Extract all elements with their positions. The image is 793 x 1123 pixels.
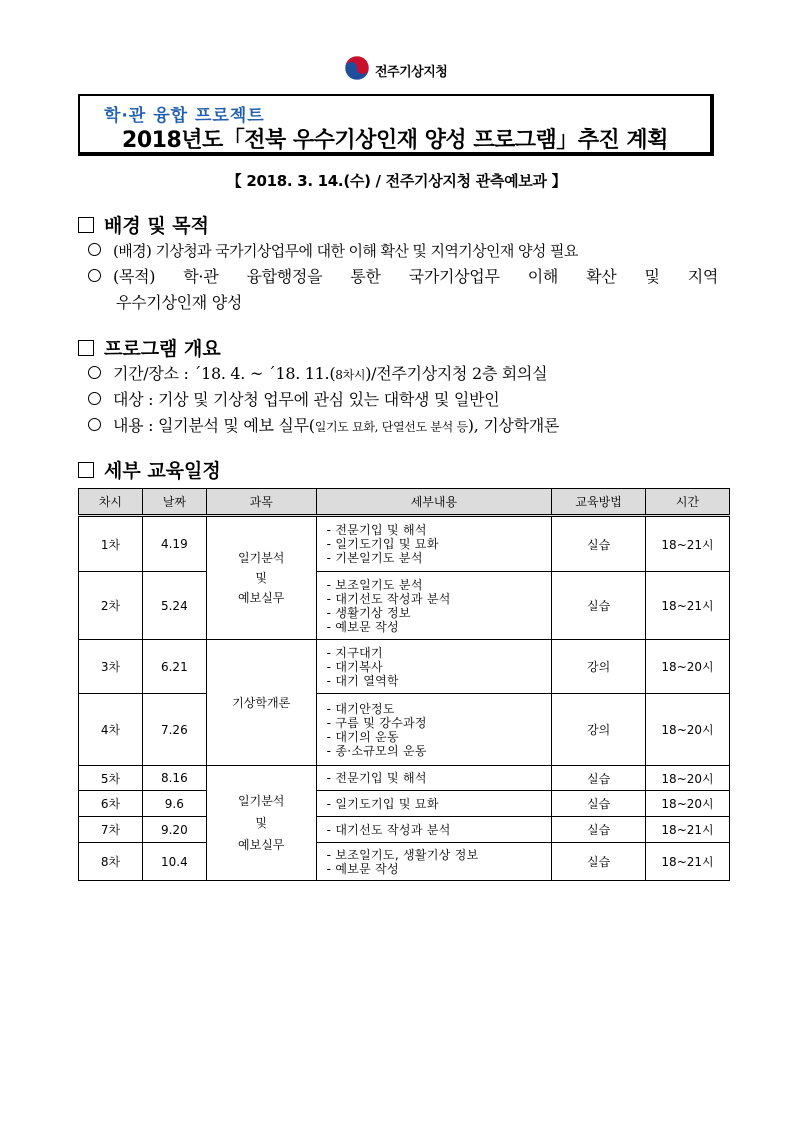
date-cell: 6.21 bbox=[142, 640, 206, 694]
date-cell: 7.26 bbox=[142, 694, 206, 766]
org-name: 전주기상지청 bbox=[375, 64, 448, 80]
method-cell: 강의 bbox=[552, 640, 646, 694]
details-cell: - 전문기입 및 해석 bbox=[316, 766, 552, 791]
table-row bbox=[79, 694, 730, 766]
column-header: 과목 bbox=[206, 489, 316, 516]
session-cell: 3차 bbox=[79, 640, 143, 694]
date-cell: 10.4 bbox=[142, 843, 206, 881]
subject-cell: 일기분석 및 예보실무 bbox=[206, 516, 316, 640]
table-header-row bbox=[79, 489, 730, 516]
column-header: 세부내용 bbox=[316, 489, 552, 516]
bullet-target: 대상 : 기상 및 기상청 업무에 관심 있는 대학생 및 일반인 bbox=[88, 387, 718, 413]
bullet-background: (배경) 기상청과 국가기상업무에 대한 이해 확산 및 지역기상인재 양성 필요 bbox=[88, 238, 718, 264]
method-cell: 강의 bbox=[552, 694, 646, 766]
method-cell: 실습 bbox=[552, 766, 646, 791]
date-cell: 9.6 bbox=[142, 791, 206, 817]
bullet-period-place: 기간/장소 : ´18. 4. ~ ´18. 11.(8차시)/전주기상지청 2층 회의실 bbox=[88, 361, 718, 388]
subject-cell: 일기분석 및 예보실무 bbox=[206, 766, 316, 881]
square-bullet-icon bbox=[78, 340, 94, 356]
circle-bullet-icon bbox=[88, 418, 101, 431]
date-cell: 4.19 bbox=[142, 516, 206, 572]
org-logo bbox=[344, 56, 447, 84]
table-row bbox=[79, 843, 730, 881]
method-cell: 실습 bbox=[552, 791, 646, 817]
circle-bullet-icon bbox=[88, 269, 101, 282]
table-row bbox=[79, 791, 730, 817]
details-cell: - 전문기입 및 해석 - 일기도기입 및 묘화 - 기본일기도 분석 bbox=[316, 516, 552, 572]
time-cell: 18~21시 bbox=[646, 516, 730, 572]
table-row bbox=[79, 516, 730, 572]
table-row bbox=[79, 766, 730, 791]
session-cell: 1차 bbox=[79, 516, 143, 572]
time-cell: 18~21시 bbox=[646, 817, 730, 843]
subject-cell: 기상학개론 bbox=[206, 640, 316, 766]
circle-bullet-icon bbox=[88, 243, 101, 256]
title-box bbox=[78, 94, 714, 156]
section-heading-background: 배경 및 목적 bbox=[78, 211, 209, 238]
table-row bbox=[79, 640, 730, 694]
circle-bullet-icon bbox=[88, 392, 101, 405]
dateline: 【 2018. 3. 14.(수) / 전주기상지청 관측예보과 】 bbox=[226, 172, 567, 190]
details-cell: - 대기안정도 - 구름 및 강수과정 - 대기의 운동 - 종·소규모의 운동 bbox=[316, 694, 552, 766]
time-cell: 18~20시 bbox=[646, 640, 730, 694]
column-header: 교육방법 bbox=[552, 489, 646, 516]
column-header: 날짜 bbox=[142, 489, 206, 516]
bullet-purpose: (목적) 학·관 융합행정을 통한 국가기상업무 이해 확산 및 지역 우수기상인재 양성 bbox=[88, 264, 718, 316]
session-cell: 2차 bbox=[79, 572, 143, 640]
details-cell: - 지구대기 - 대기복사 - 대기 열역학 bbox=[316, 640, 552, 694]
column-header: 차시 bbox=[79, 489, 143, 516]
details-cell: - 일기도기입 및 묘화 bbox=[316, 791, 552, 817]
circle-bullet-icon bbox=[88, 366, 101, 379]
method-cell: 실습 bbox=[552, 817, 646, 843]
details-cell: - 보조일기도, 생활기상 정보 - 예보문 작성 bbox=[316, 843, 552, 881]
time-cell: 18~21시 bbox=[646, 572, 730, 640]
square-bullet-icon bbox=[78, 462, 94, 478]
table-row bbox=[79, 572, 730, 640]
table-row bbox=[79, 817, 730, 843]
method-cell: 실습 bbox=[552, 516, 646, 572]
column-header: 시간 bbox=[646, 489, 730, 516]
date-cell: 8.16 bbox=[142, 766, 206, 791]
time-cell: 18~20시 bbox=[646, 694, 730, 766]
taegeuk-emblem-icon bbox=[344, 55, 370, 85]
date-cell: 9.20 bbox=[142, 817, 206, 843]
method-cell: 실습 bbox=[552, 843, 646, 881]
session-cell: 8차 bbox=[79, 843, 143, 881]
session-cell: 7차 bbox=[79, 817, 143, 843]
details-cell: - 대기선도 작성과 분석 bbox=[316, 817, 552, 843]
session-cell: 4차 bbox=[79, 694, 143, 766]
title-subtitle: 학·관 융합 프로젝트 bbox=[104, 106, 265, 126]
session-cell: 5차 bbox=[79, 766, 143, 791]
session-cell: 6차 bbox=[79, 791, 143, 817]
time-cell: 18~20시 bbox=[646, 766, 730, 791]
page-title: 2018년도「전북 우수기상인재 양성 프로그램」추진 계획 bbox=[122, 128, 668, 153]
method-cell: 실습 bbox=[552, 572, 646, 640]
time-cell: 18~20시 bbox=[646, 791, 730, 817]
time-cell: 18~21시 bbox=[646, 843, 730, 881]
details-cell: - 보조일기도 분석 - 대기선도 작성과 분석 - 생활기상 정보 - 예보문 작성 bbox=[316, 572, 552, 640]
schedule-table bbox=[78, 488, 730, 881]
date-cell: 5.24 bbox=[142, 572, 206, 640]
section-heading-overview: 프로그램 개요 bbox=[78, 334, 221, 361]
section-heading-schedule: 세부 교육일정 bbox=[78, 456, 221, 483]
square-bullet-icon bbox=[78, 217, 94, 233]
bullet-content: 내용 : 일기분석 및 예보 실무(일기도 묘화, 단열선도 분석 등), 기상학개론 bbox=[88, 413, 718, 440]
